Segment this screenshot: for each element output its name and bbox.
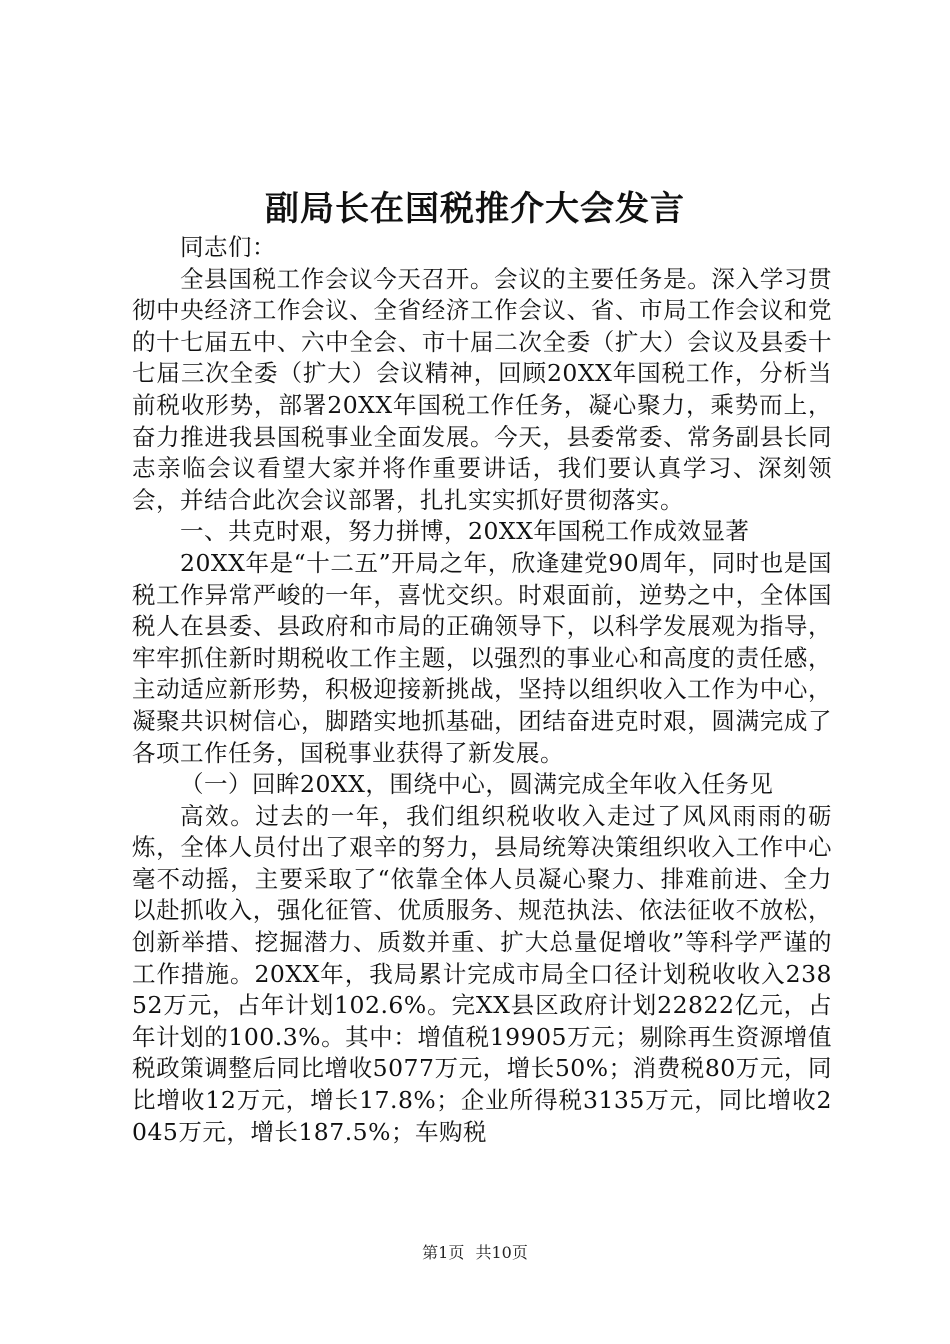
subsection-heading-1: （一）回眸20XX，围绕中心，圆满完成全年收入任务见 xyxy=(180,770,774,799)
page-footer xyxy=(0,1242,950,1264)
section-heading-1: 一、共克时艰，努力拼博，20XX年国税工作成效显著 xyxy=(180,517,750,546)
document-body xyxy=(132,232,832,1148)
paragraph-subsection-1: 高效。过去的一年，我们组织税收收入走过了风风雨雨的砺炼，全体人员付出了艰辛的努力，县局统筹决策组织收入工作中心毫不动摇，主要采取了“依靠全体人员凝心聚力、排难前进、全力以赴抓收入，强化征管、优质服务、规范执法、依法征收不放松，创新举措、挖掘潜力、质数并重、扩大总量促增收”等科学严谨的工作措施。20XX年，我局累计完成市局全口径计划税收收入23852万元，占年计划102.6%。完XX县区政府计划22822亿元，占年计划的100.3%。其中：增值税19905万元；剔除再生资源增值税政策调整后同比增收5077万元，增长50%；消费税80万元，同比增收12万元，增长17.8%；企业所得税3135万元，同比增收2045万元，增长187.5%；车购税 xyxy=(132,801,832,1146)
document-title: 副局长在国税推介大会发言 xyxy=(265,189,685,229)
salutation: 同志们： xyxy=(180,233,276,261)
paragraph-section-1: 20XX年是“十二五”开局之年，欣逢建党90周年，同时也是国税工作异常严峻的一年，喜忧交织。时艰面前，逆势之中，全体国税人在县委、县政府和市局的正确领导下，以科学发展观为指导，牢牢抓住新时期税收工作主题，以强烈的事业心和高度的责任感，主动适应新形势，积极迎接新挑战，坚持以组织收入工作为中心，凝聚共识树信心，脚踏实地抓基础，团结奋进克时艰，圆满完成了各项工作任务，国税事业获得了新发展。 xyxy=(132,548,832,767)
paragraph-intro: 全县国税工作会议今天召开。会议的主要任务是。深入学习贯彻中央经济工作会议、全省经济工作会议、省、市局工作会议和党的十七届五中、六中全会、市十届二次全委（扩大）会议及县委十七届三次全委（扩大）会议精神，回顾20XX年国税工作，分析当前税收形势，部署20XX年国税工作任务，凝心聚力，乘势而上，奋力推进我县国税事业全面发展。今天，县委常委、常务副县长同志亲临会议看望大家并将作重要讲话，我们要认真学习、深刻领会，并结合此次会议部署，扎扎实实抓好贯彻落实。 xyxy=(132,264,832,514)
page-total: 共10页 xyxy=(475,1243,528,1262)
page-number: 第1页 xyxy=(422,1243,465,1262)
